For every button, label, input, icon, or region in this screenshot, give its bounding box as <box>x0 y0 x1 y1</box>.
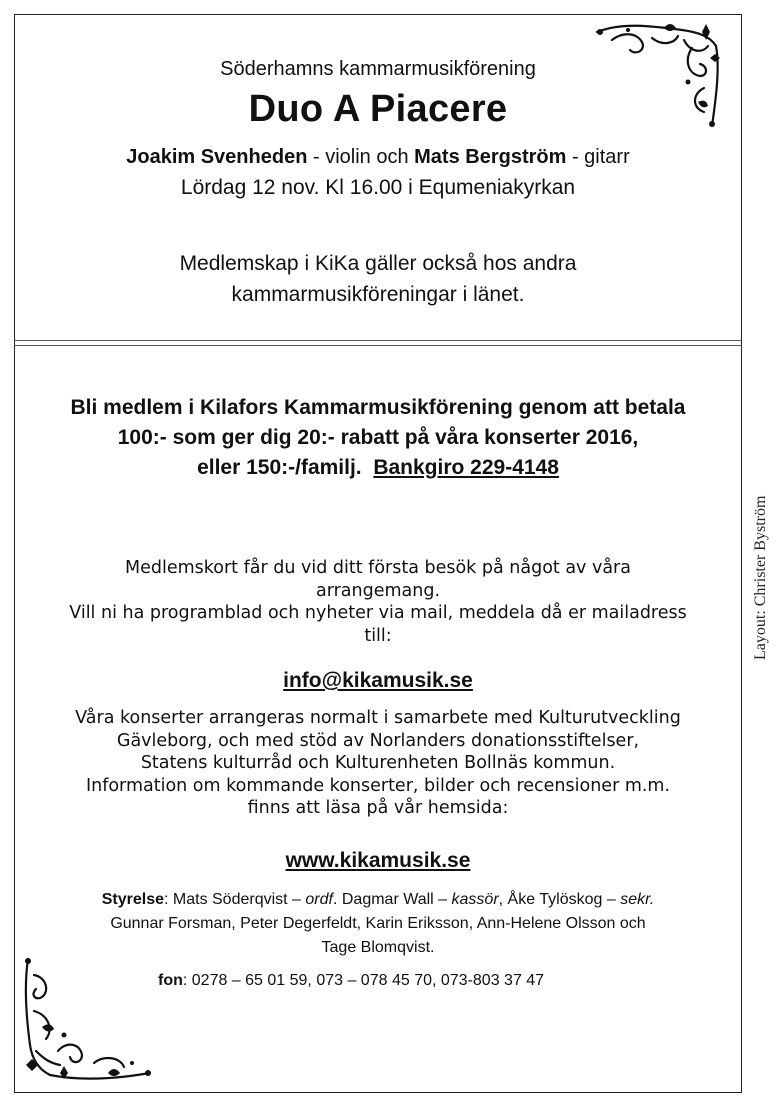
section-divider-top <box>14 340 742 341</box>
board-secretary-role: sekr. <box>620 891 655 908</box>
board-line-1 <box>14 888 742 912</box>
phone-numbers <box>158 972 544 990</box>
info2-line-2: Gävleborg, och med stöd av Norlanders donationsstiftelser, <box>116 730 640 751</box>
layout-credit: Layout: Christer Byström <box>752 495 769 660</box>
board-line-2: Gunnar Forsman, Peter Degerfeldt, Karin Eriksson, Ann-Helene Olsson och <box>110 915 646 932</box>
performer-1: Joakim Svenheden <box>126 146 308 168</box>
board-chair-role: ordf <box>305 891 333 908</box>
info-line-1: Medlemskort får du vid ditt första besök på något av våra <box>125 558 631 578</box>
promo-line-3 <box>14 453 742 483</box>
performer-2-role: - gitarr <box>566 146 630 168</box>
phone-label: fon <box>158 972 183 989</box>
membership-note <box>14 248 742 310</box>
membership-line-1: Medlemskap i KiKa gäller också hos andra <box>179 252 577 275</box>
board-treasurer: . Dagmar Wall – <box>332 891 452 908</box>
info2-line-5: finns att läsa på vår hemsida: <box>247 798 509 818</box>
board-members <box>14 888 742 960</box>
email-link[interactable]: info@kikamusik.se <box>283 669 473 692</box>
performer-1-role: - violin och <box>307 146 415 168</box>
corner-ornament-bottom-left <box>20 955 155 1085</box>
board-secretary: , Åke Tylöskog – <box>498 891 621 908</box>
performer-2: Mats Bergström <box>414 146 567 168</box>
section-divider-bottom <box>14 345 742 346</box>
concert-date: Lördag 12 nov. Kl 16.00 i Equmeniakyrkan <box>180 176 576 199</box>
info-paragraph-2 <box>14 707 742 820</box>
info-line-2: arrangemang. <box>315 580 441 601</box>
bankgiro: Bankgiro 229-4148 <box>373 456 559 479</box>
board-label: Styrelse <box>101 891 164 908</box>
website-link[interactable]: www.kikamusik.se <box>285 849 471 872</box>
info2-line-4: Information om kommande konserter, bilder och recensioner m.m. <box>85 775 671 796</box>
board-treasurer-role: kassör <box>451 891 499 908</box>
organization-name: Söderhamns kammarmusikförening <box>220 58 536 80</box>
promo-line-2: 100:- som ger dig 20:- rabatt på våra konserter 2016, <box>117 426 639 449</box>
info-line-4: till: <box>364 625 392 646</box>
membership-promo <box>14 393 742 483</box>
performers-line <box>14 146 742 169</box>
promo-line-1: Bli medlem i Kilafors Kammarmusikförening genom att betala <box>70 396 686 419</box>
info-paragraph-1 <box>14 557 742 647</box>
info2-line-1: Våra konserter arrangeras normalt i samarbete med Kulturutveckling <box>75 708 681 728</box>
concert-title: Duo A Piacere <box>248 88 508 130</box>
membership-line-2: kammarmusikföreningar i länet. <box>231 283 525 306</box>
board-chair: : Mats Söderqvist – <box>164 891 306 908</box>
promo-price: eller 150:-/familj. <box>197 456 362 479</box>
info-line-3: Vill ni ha programblad och nyheter via mail, meddela då er mailadress <box>69 603 687 623</box>
board-line-3: Tage Blomqvist. <box>321 939 435 956</box>
info2-line-3: Statens kulturråd och Kulturenheten Bollnäs kommun. <box>140 753 616 773</box>
phone-list: : 0278 – 65 01 59, 073 – 078 45 70, 073-803 37 47 <box>182 972 545 989</box>
